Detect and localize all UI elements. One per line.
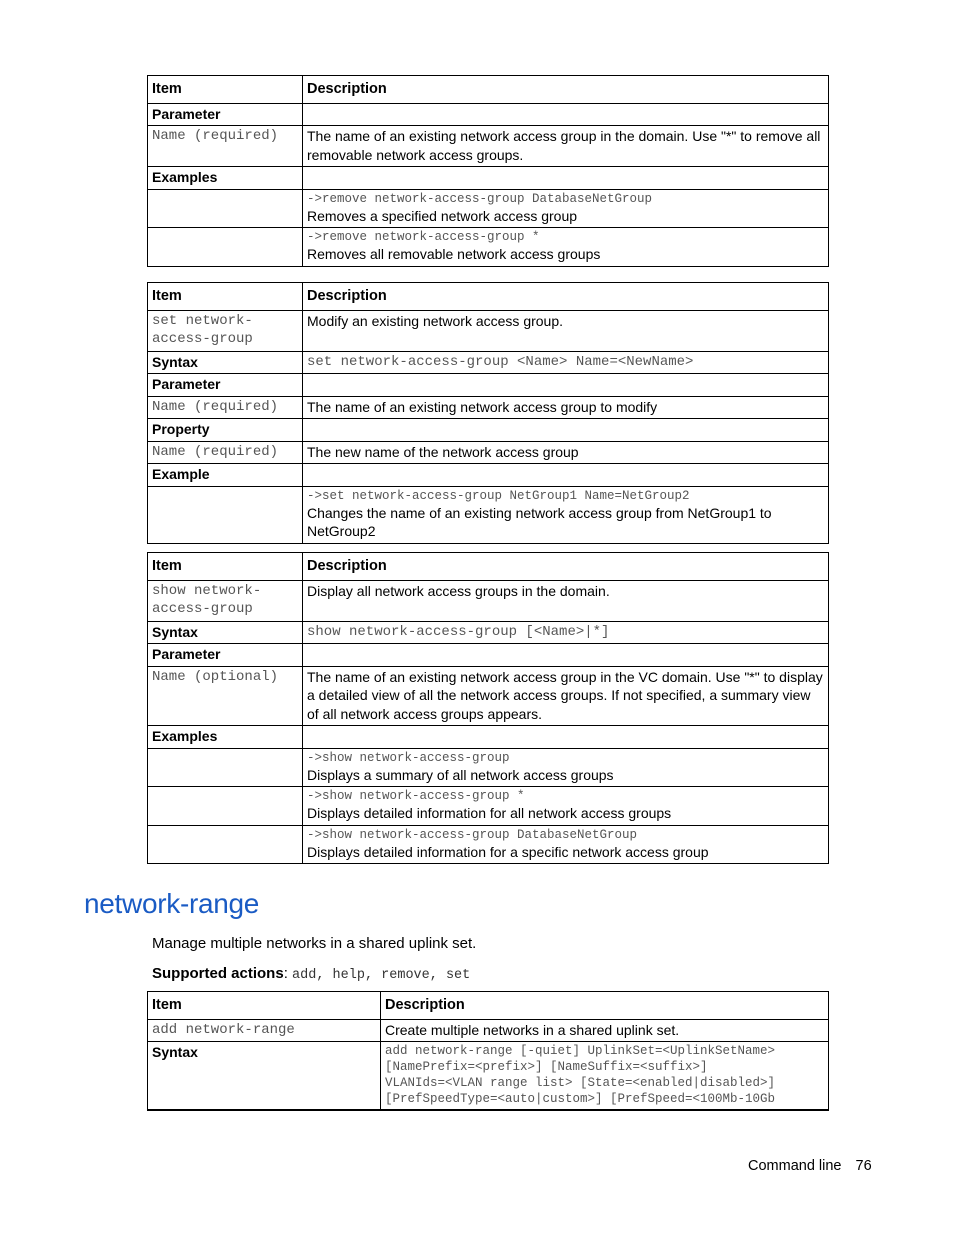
example-command: ->show network-access-group *: [307, 789, 525, 803]
table-row: [148, 787, 829, 826]
row-desc: [303, 464, 829, 487]
syntax-line: [PrefSpeedType=<auto|custom>] [PrefSpeed=<100Mb-10Gb: [385, 1092, 776, 1106]
table-row: [148, 580, 829, 621]
table-header-row: [148, 283, 829, 311]
table-row: [148, 464, 829, 487]
table-row: [148, 666, 829, 726]
example-command: ->show network-access-group DatabaseNetGroup: [307, 827, 638, 842]
table-row: [148, 419, 829, 442]
example-command: ->set network-access-group NetGroup1 Name=NetGroup2: [307, 488, 690, 503]
supported-actions: [152, 965, 470, 983]
header-description: Description: [303, 283, 829, 311]
table-row: [148, 310, 829, 351]
row-desc: [303, 419, 829, 442]
row-item: [148, 748, 303, 787]
page-number: 76: [855, 1158, 872, 1174]
header-description: Description: [303, 76, 829, 104]
row-example: [303, 486, 829, 543]
example-description: Changes the name of an existing network access group from NetGroup1 to NetGroup2: [307, 504, 772, 539]
syntax-line: [NamePrefix=<prefix>] [NameSuffix=<suffix>]: [385, 1060, 708, 1074]
row-label: Parameter: [148, 374, 303, 397]
row-example: [303, 748, 829, 787]
row-example: [303, 825, 829, 864]
table-row: [148, 126, 829, 167]
add-network-range-table: [147, 991, 829, 1111]
row-item: Name (optional): [148, 666, 303, 726]
header-item: Item: [148, 992, 381, 1020]
header-item: Item: [148, 283, 303, 311]
set-network-access-group-table: [147, 282, 829, 544]
row-desc: [303, 644, 829, 667]
example-description: Displays detailed information for a specific network access group: [307, 843, 709, 860]
header-item: Item: [148, 553, 303, 581]
table-row: [148, 396, 829, 419]
table-row: [148, 748, 829, 787]
row-desc: The name of an existing network access group to modify: [303, 396, 829, 419]
row-label: Example: [148, 464, 303, 487]
row-item: [148, 189, 303, 228]
row-item: Name (required): [148, 396, 303, 419]
row-example: [303, 787, 829, 826]
row-desc: [303, 726, 829, 749]
example-description: Displays detailed information for all network access groups: [307, 805, 672, 821]
table-header-row: [148, 76, 829, 104]
row-label: Property: [148, 419, 303, 442]
row-desc: Create multiple networks in a shared uplink set.: [381, 1019, 829, 1042]
row-item: set network-access-group: [148, 310, 303, 351]
actions-separator: :: [283, 965, 293, 982]
header-item: Item: [148, 76, 303, 104]
syntax-command: set network-access-group <Name> Name=<NewName>: [303, 351, 829, 374]
actions-list: add, help, remove, set: [292, 968, 471, 983]
table-header-row: [148, 553, 829, 581]
header-description: Description: [303, 553, 829, 581]
row-example: [303, 189, 829, 228]
row-label: Parameter: [148, 644, 303, 667]
syntax-line: VLANIds=<VLAN range list> [State=<enabled|disabled>]: [385, 1076, 776, 1090]
row-item: add network-range: [148, 1019, 381, 1042]
row-label: Examples: [148, 167, 303, 190]
table-row: [148, 374, 829, 397]
row-desc: [303, 103, 829, 126]
table-row: [148, 103, 829, 126]
row-item: Name (required): [148, 126, 303, 167]
row-item: [148, 486, 303, 543]
table-row: [148, 621, 829, 644]
table-row: [148, 351, 829, 374]
row-desc: Modify an existing network access group.: [303, 310, 829, 351]
table-header-row: [148, 992, 829, 1020]
row-label: Syntax: [148, 1042, 381, 1111]
table-row: [148, 726, 829, 749]
header-description: Description: [381, 992, 829, 1020]
example-command: ->show network-access-group: [307, 750, 510, 765]
page-footer: [748, 1158, 872, 1174]
example-description: Removes all removable network access groups: [307, 246, 601, 262]
row-label: Syntax: [148, 351, 303, 374]
syntax-command: [381, 1042, 829, 1111]
row-label: Parameter: [148, 103, 303, 126]
table-row: [148, 825, 829, 864]
syntax-command: show network-access-group [<Name>|*]: [303, 621, 829, 644]
row-item: [148, 787, 303, 826]
actions-label: Supported actions: [152, 965, 284, 982]
example-command: ->remove network-access-group *: [307, 230, 540, 244]
row-desc: Display all network access groups in the domain.: [303, 580, 829, 621]
table-row: [148, 1019, 829, 1042]
row-label: Examples: [148, 726, 303, 749]
table-row: [148, 644, 829, 667]
table-row: [148, 486, 829, 543]
row-example: [303, 228, 829, 267]
row-desc: [303, 374, 829, 397]
row-desc: The name of an existing network access group in the VC domain. Use "*" to display a detailed view of all the network access groups. If not specified, a summary view of all network access groups appears.: [303, 666, 829, 726]
row-item: show network-access-group: [148, 580, 303, 621]
section-title: network-range: [84, 888, 260, 919]
row-desc: The new name of the network access group: [303, 441, 829, 464]
row-item: [148, 228, 303, 267]
row-item: [148, 825, 303, 864]
row-desc: [303, 167, 829, 190]
table-row: [148, 167, 829, 190]
example-command: ->remove network-access-group DatabaseNetGroup: [307, 191, 653, 206]
footer-label: Command line: [748, 1158, 842, 1174]
show-network-access-group-table: [147, 552, 829, 864]
table-row: [148, 228, 829, 267]
row-label: Syntax: [148, 621, 303, 644]
syntax-line: add network-range [-quiet] UplinkSet=<UplinkSetName>: [385, 1044, 776, 1058]
table-row: [148, 1042, 829, 1111]
row-item: Name (required): [148, 441, 303, 464]
section-intro: Manage multiple networks in a shared uplink set.: [152, 935, 477, 952]
table-row: [148, 189, 829, 228]
table-row: [148, 441, 829, 464]
example-description: Displays a summary of all network access groups: [307, 766, 614, 783]
example-description: Removes a specified network access group: [307, 207, 578, 224]
row-desc: The name of an existing network access group in the domain. Use "*" to remove all removable network access groups.: [303, 126, 829, 167]
remove-network-access-group-table: [147, 75, 829, 267]
